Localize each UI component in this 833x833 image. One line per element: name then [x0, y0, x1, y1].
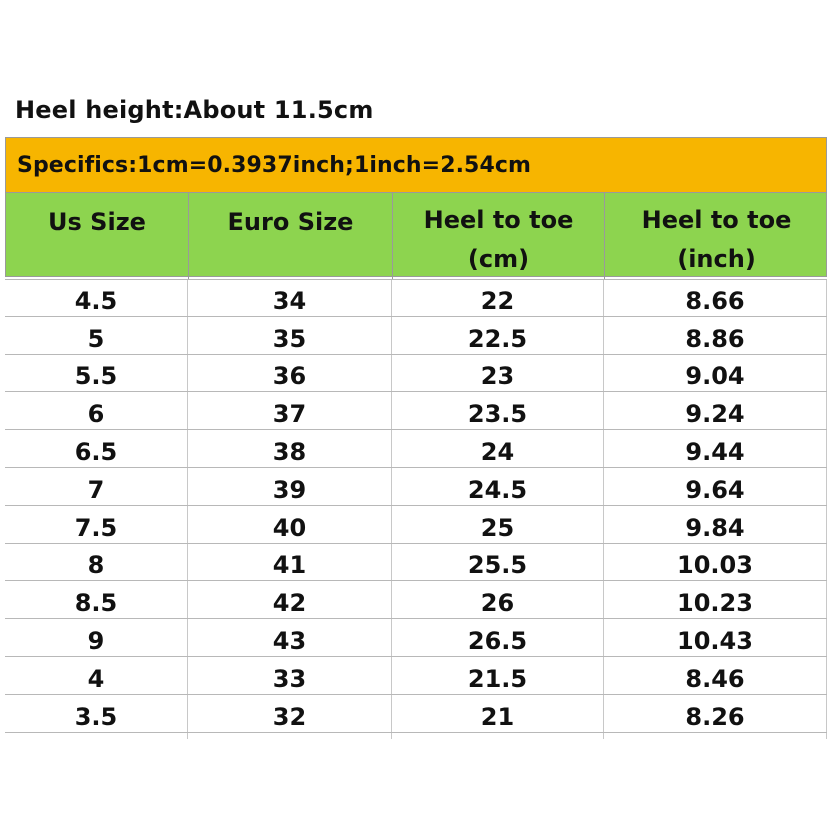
cell-euro-size: 37: [188, 392, 392, 429]
table-row: [5, 279, 827, 317]
cell-us-size: 5.5: [5, 355, 188, 392]
header-heel-to-toe-cm: Heel to toe (cm): [393, 193, 605, 279]
cell-heel-to-toe-inch: 9.24: [604, 392, 827, 429]
header-heel-to-toe-inch: Heel to toe (inch): [641, 206, 792, 273]
cell-heel-to-toe-inch: 10.03: [604, 544, 827, 581]
table-row: [5, 468, 827, 506]
cell-us-size: 6: [5, 392, 188, 429]
cell-heel-to-toe-cm: 26.5: [392, 619, 604, 656]
cell-euro-size: 41: [188, 544, 392, 581]
table-row: [5, 506, 827, 544]
column-divider: [392, 733, 604, 739]
header-us-size: Us Size: [6, 193, 189, 279]
table-row: [5, 317, 827, 355]
cell-heel-to-toe-cm: 24: [392, 430, 604, 467]
specifics-text: Specifics:1cm=0.3937inch;1inch=2.54cm: [17, 152, 532, 178]
table-row: [5, 695, 827, 733]
cell-heel-to-toe-inch: 9.44: [604, 430, 827, 467]
cell-us-size: 7: [5, 468, 188, 505]
cell-us-size: 8.5: [5, 581, 188, 618]
table-row: [5, 581, 827, 619]
size-chart: [5, 137, 827, 739]
header-euro-size: Euro Size: [189, 193, 393, 279]
column-divider: [188, 733, 392, 739]
table-row: [5, 392, 827, 430]
cell-euro-size: 34: [188, 280, 392, 316]
cell-heel-to-toe-cm: 24.5: [392, 468, 604, 505]
cell-heel-to-toe-cm: 26: [392, 581, 604, 618]
cell-heel-to-toe-cm: 25.5: [392, 544, 604, 581]
table-row: [5, 355, 827, 393]
cell-euro-size: 43: [188, 619, 392, 656]
cell-us-size: 4: [5, 657, 188, 694]
cell-euro-size: 33: [188, 657, 392, 694]
table-row: [5, 657, 827, 695]
cell-heel-to-toe-inch: 10.43: [604, 619, 827, 656]
heel-height-title: Heel height:About 11.5cm: [15, 96, 374, 124]
cell-us-size: 6.5: [5, 430, 188, 467]
cell-euro-size: 40: [188, 506, 392, 543]
table-header: [5, 193, 827, 277]
cell-euro-size: 38: [188, 430, 392, 467]
cell-heel-to-toe-inch: 10.23: [604, 581, 827, 618]
column-divider: [5, 733, 188, 739]
column-divider: [604, 733, 827, 739]
table-row: [5, 430, 827, 468]
cell-heel-to-toe-cm: 22.5: [392, 317, 604, 354]
cell-heel-to-toe-inch: 9.84: [604, 506, 827, 543]
cell-euro-size: 39: [188, 468, 392, 505]
specifics-bar: [5, 137, 827, 193]
cell-heel-to-toe-inch: 9.04: [604, 355, 827, 392]
cell-heel-to-toe-inch: 8.66: [604, 280, 827, 316]
cell-euro-size: 42: [188, 581, 392, 618]
cell-us-size: 4.5: [5, 280, 188, 316]
cell-heel-to-toe-inch: 8.86: [604, 317, 827, 354]
cell-heel-to-toe-cm: 21.5: [392, 657, 604, 694]
cell-heel-to-toe-inch: 8.46: [604, 657, 827, 694]
cell-us-size: 3.5: [5, 695, 188, 732]
cell-us-size: 9: [5, 619, 188, 656]
cell-euro-size: 35: [188, 317, 392, 354]
cell-heel-to-toe-cm: 21: [392, 695, 604, 732]
cell-us-size: 5: [5, 317, 188, 354]
table-bottom-edge: [5, 733, 827, 739]
cell-euro-size: 36: [188, 355, 392, 392]
table-body: [5, 279, 827, 739]
table-row: [5, 544, 827, 582]
cell-euro-size: 32: [188, 695, 392, 732]
cell-heel-to-toe-cm: 22: [392, 280, 604, 316]
cell-heel-to-toe-inch: 8.26: [604, 695, 827, 732]
cell-heel-to-toe-cm: 23: [392, 355, 604, 392]
cell-heel-to-toe-cm: 23.5: [392, 392, 604, 429]
cell-heel-to-toe-cm: 25: [392, 506, 604, 543]
cell-heel-to-toe-inch: 9.64: [604, 468, 827, 505]
cell-us-size: 7.5: [5, 506, 188, 543]
table-row: [5, 619, 827, 657]
cell-us-size: 8: [5, 544, 188, 581]
